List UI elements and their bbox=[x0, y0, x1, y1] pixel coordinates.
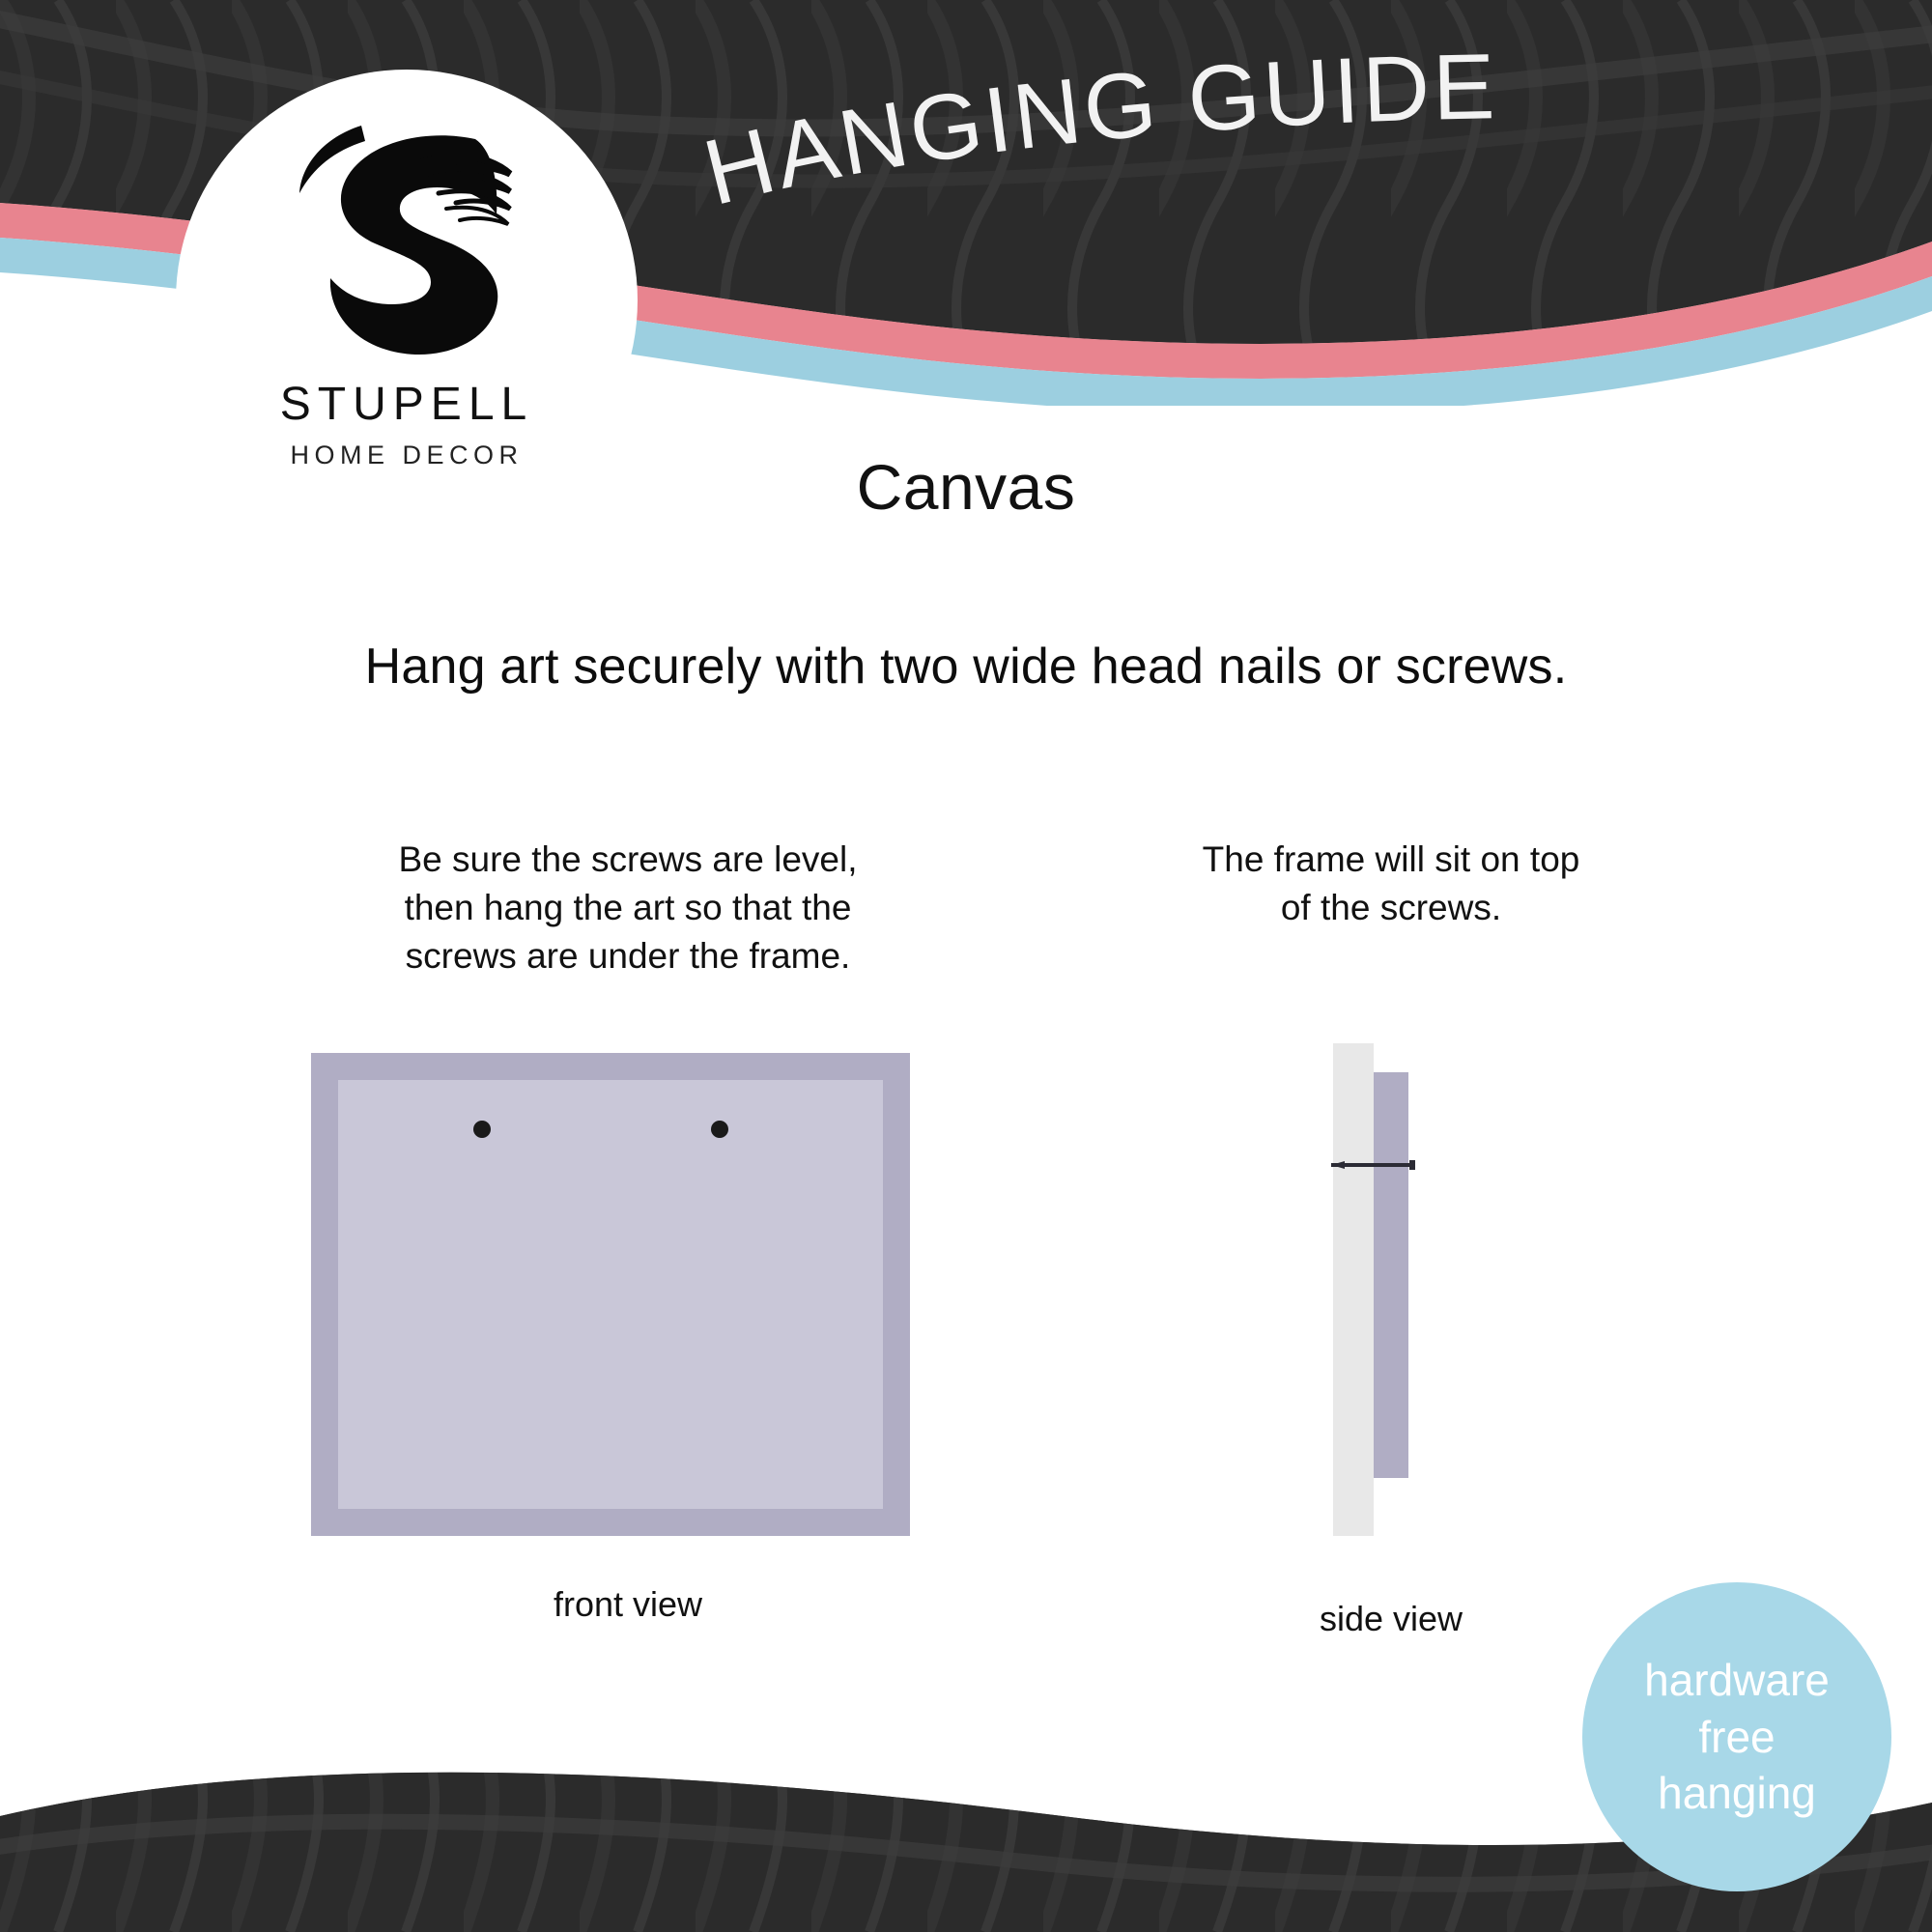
front-instruction-line-2: then hang the art so that the bbox=[404, 887, 852, 927]
front-view-caption: front view bbox=[553, 1584, 703, 1624]
front-instruction-line-3: screws are under the frame. bbox=[405, 935, 851, 976]
wall-surface bbox=[1333, 1043, 1374, 1536]
front-view-instructions bbox=[290, 836, 966, 980]
side-view-caption: side view bbox=[1319, 1599, 1463, 1638]
page-title-text: HANGING GUIDE bbox=[695, 35, 1499, 225]
badge-line-1: hardware bbox=[1644, 1654, 1830, 1705]
side-instruction-line-1: The frame will sit on top bbox=[1202, 839, 1580, 879]
hardware-free-badge bbox=[1582, 1582, 1891, 1891]
badge-line-2: free bbox=[1698, 1711, 1776, 1762]
brand-name: STUPELL bbox=[279, 379, 534, 430]
screw-marker-right bbox=[711, 1121, 728, 1138]
page-title bbox=[695, 35, 1729, 225]
side-instruction-line-2: of the screws. bbox=[1280, 887, 1502, 927]
brand-tagline: HOME DECOR bbox=[290, 440, 524, 469]
stupell-swirl-logo-icon bbox=[286, 124, 527, 370]
side-view-frame bbox=[1374, 1072, 1408, 1478]
front-instruction-line-1: Be sure the screws are level, bbox=[398, 839, 858, 879]
brand-logo bbox=[176, 70, 638, 531]
side-view-diagram bbox=[1333, 1043, 1478, 1536]
badge-line-3: hanging bbox=[1658, 1768, 1816, 1819]
nail-icon bbox=[1323, 1159, 1430, 1171]
side-view-instructions bbox=[1092, 836, 1690, 932]
screw-marker-left bbox=[473, 1121, 491, 1138]
product-type-heading: Canvas bbox=[856, 451, 1076, 523]
intro-instruction: Hang art securely with two wide head nails or screws. bbox=[364, 639, 1568, 695]
front-view-canvas-face bbox=[338, 1080, 883, 1509]
front-view-diagram bbox=[311, 1053, 910, 1536]
